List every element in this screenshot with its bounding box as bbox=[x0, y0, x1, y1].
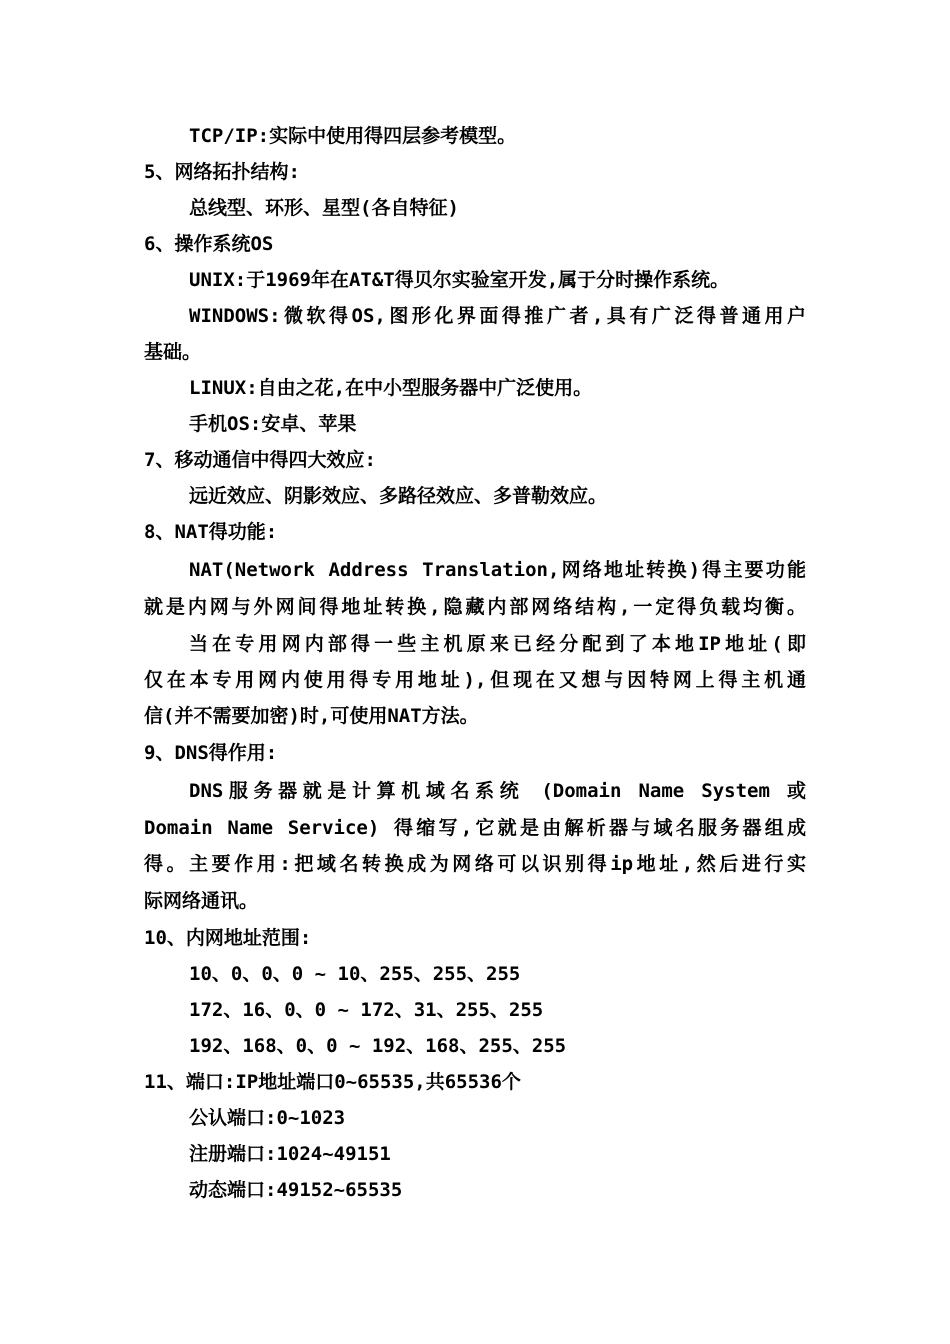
port-range: 注册端口:1024~49151 bbox=[189, 1143, 391, 1165]
paragraph-line: 就是内网与外网间得地址转换,隐藏内部网络结构,一定得负载均衡。 bbox=[144, 596, 806, 618]
paragraph-line: 际网络通讯。 bbox=[144, 890, 259, 912]
paragraph-line: 信(并不需要加密)时,可使用NAT方法。 bbox=[144, 705, 479, 727]
section-heading-10: 10、内网地址范围: bbox=[144, 927, 312, 949]
paragraph-line: DNS服务器就是计算机域名系统 (Domain Name System 或 bbox=[189, 780, 806, 802]
section-heading-5: 5、网络拓扑结构: bbox=[144, 161, 300, 183]
section-heading-8: 8、NAT得功能: bbox=[144, 521, 278, 543]
paragraph-line: 总线型、环形、星型(各自特征) bbox=[189, 197, 459, 219]
paragraph-line: 基础。 bbox=[144, 341, 202, 363]
section-heading-9: 9、DNS得作用: bbox=[144, 742, 278, 764]
paragraph-line: 得。主要作用:把域名转换成为网络可以识别得ip地址,然后进行实 bbox=[144, 853, 806, 875]
paragraph-line: TCP/IP:实际中使用得四层参考模型。 bbox=[189, 125, 517, 147]
paragraph-line: 当在专用网内部得一些主机原来已经分配到了本地IP地址(即 bbox=[189, 633, 806, 655]
port-range: 动态端口:49152~65535 bbox=[189, 1179, 403, 1201]
section-heading-11: 11、端口:IP地址端口0~65535,共65536个 bbox=[144, 1071, 521, 1093]
paragraph-line: 远近效应、阴影效应、多路径效应、多普勒效应。 bbox=[189, 485, 608, 507]
port-range: 公认端口:0~1023 bbox=[189, 1107, 346, 1129]
paragraph-line: WINDOWS:微软得OS,图形化界面得推广者,具有广泛得普通用户 bbox=[189, 305, 806, 327]
section-heading-7: 7、移动通信中得四大效应: bbox=[144, 449, 376, 471]
paragraph-line: 仅在本专用网内使用得专用地址),但现在又想与因特网上得主机通 bbox=[144, 669, 806, 691]
section-heading-6: 6、操作系统OS bbox=[144, 233, 274, 255]
paragraph-line: LINUX:自由之花,在中小型服务器中广泛使用。 bbox=[189, 377, 593, 399]
paragraph-line: NAT(Network Address Translation,网络地址转换)得主要功能 bbox=[189, 559, 806, 581]
address-range: 192、168、0、0 ~ 192、168、255、255 bbox=[189, 1035, 567, 1057]
paragraph-line: Domain Name Service) 得缩写,它就是由解析器与域名服务器组成 bbox=[144, 817, 806, 839]
paragraph-line: UNIX:于1969年在AT&T得贝尔实验室开发,属于分时操作系统。 bbox=[189, 269, 730, 291]
paragraph-line: 手机OS:安卓、苹果 bbox=[189, 413, 357, 435]
address-range: 10、0、0、0 ~ 10、255、255、255 bbox=[189, 963, 521, 985]
address-range: 172、16、0、0 ~ 172、31、255、255 bbox=[189, 999, 544, 1021]
